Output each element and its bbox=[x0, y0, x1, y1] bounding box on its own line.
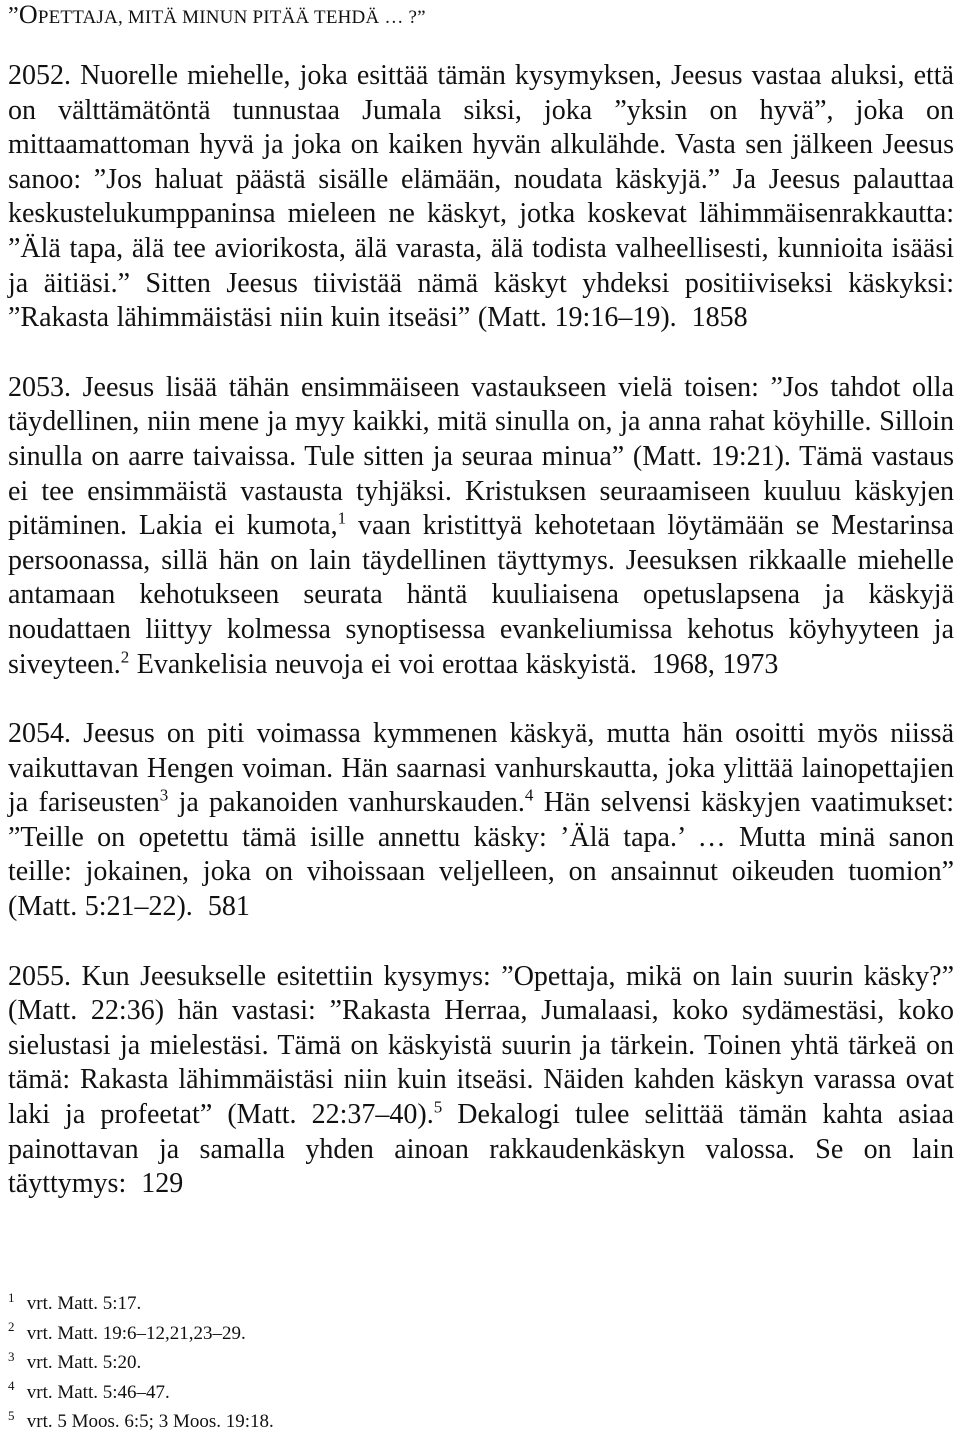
paragraph-2052 bbox=[8, 59, 954, 336]
cross-reference: 129 bbox=[126, 1168, 184, 1200]
paragraph-text: Dekalogi tulee selittää tämän kahta asiaa painottavan ja samalla yhden ainoan rakkaudenkäskyn valossa. Se on lain täyttymys: bbox=[8, 1099, 955, 1200]
footnote-1: $^1$ vrt. Matt. 5:17. bbox=[8, 1289, 142, 1314]
paragraph-2053 bbox=[8, 371, 954, 682]
paragraph-number: 2054. bbox=[8, 718, 71, 750]
paragraph-number: 2052. bbox=[8, 60, 71, 91]
paragraph-2054 bbox=[8, 717, 954, 925]
footnote-ref-2[interactable]: 2 bbox=[120, 647, 130, 667]
footnotes bbox=[8, 1289, 708, 1437]
paragraph-text: Nuorelle miehelle, joka esittää tämän kysymyksen, Jeesus vastaa aluksi, että on välttämätöntä tunnustaa Jumala siksi, joka ”yksin on hyvä”, joka on mittaamattoman hyvä ja joka on kaiken hyvän alkulähde. Vasta sen jälkeen Jeesus sanoo: ”Jos haluat päästä sisälle elämään, noudata käskyjä.” Ja Jeesus palauttaa keskustelukumppaninsa mieleen ne käskyt, jotka koskevat lähimmäisenrakkautta: ”Älä tapa, älä tee aviorikosta, älä varasta, älä todista valheellisesti, kunnioita isääsi ja äitiäsi.” Sitten Jeesus tiivistää nämä käskyt yhdeksi positiiviseksi käskyksi: ”Rakasta lähimmäistäsi niin kuin itseäsi” (Matt. 19:16–19). bbox=[8, 60, 954, 334]
document-page bbox=[8, 0, 954, 1202]
footnote-5: $^5$ vrt. 5 Moos. 6:5; 3 Moos. 19:18. bbox=[8, 1408, 274, 1433]
footnote-text: vrt. Matt. 5:20. bbox=[22, 1352, 142, 1374]
paragraph-text: vaan kristittyä kehotetaan löytämään se Mestarinsa persoonassa, sillä hän on lain täydellinen täyttymys. Jeesuksen rikkaalle miehelle antamaan kehotukseen seurata häntä kuuliaisena opetuslapsena ja käskyjä noudattaen liittyy kolmessa synoptisessa evankeliumissa kehotus köyhyyteen ja siveyteen. bbox=[8, 510, 954, 680]
footnote-2: $^2$ vrt. Matt. 19:6–12,21,23–29. bbox=[8, 1319, 246, 1344]
cross-reference: 581 bbox=[192, 891, 250, 923]
header-open-quote: ” bbox=[8, 3, 19, 29]
cross-reference: 1968, 1973 bbox=[636, 648, 779, 680]
footnote-text: vrt. Matt. 5:46–47. bbox=[22, 1381, 170, 1403]
paragraph-number: 2053. bbox=[8, 371, 71, 403]
paragraph-text: Evankelisia neuvoja ei voi erottaa käskyistä. bbox=[129, 648, 637, 680]
footnote-ref-3[interactable]: 3 bbox=[159, 785, 169, 805]
footnote-ref-5[interactable]: 5 bbox=[433, 1097, 443, 1117]
header-first-letter: O bbox=[18, 0, 38, 29]
footnote-ref-4[interactable]: 4 bbox=[524, 785, 534, 805]
cross-reference: 1858 bbox=[676, 302, 748, 334]
paragraph-text: Kun Jeesukselle esitettiin kysymys: ”Opettaja, mikä on lain suurin käsky?” (Matt. 22:36) hän vastasi: ”Rakasta Herraa, Jumalaasi, koko sydämestäsi, koko sielustasi ja mielestäsi. Tämä on käskyistä suurin ja tärkein. Toinen yhtä tärkeä on tämä: Rakasta lähimmäistäsi niin kuin itseäsi. Näiden kahden käskyn varassa ovat laki ja profeetat” (Matt. 22:37–40). bbox=[8, 960, 954, 1131]
footnote-text: vrt. 5 Moos. 6:5; 3 Moos. 19:18. bbox=[22, 1411, 274, 1433]
paragraph-number: 2055. bbox=[8, 960, 71, 992]
paragraph-text: Jeesus on piti voimassa kymmenen käskyä, mutta hän osoitti myös niissä vaikuttavan Hengen voiman. Hän saarnasi vanhurskautta, joka ylittää lainopettajien ja fariseusten bbox=[8, 718, 954, 819]
footnote-text: vrt. Matt. 19:6–12,21,23–29. bbox=[22, 1322, 246, 1344]
header-smallcaps-text: PETTAJA, MITÄ MINUN PITÄÄ TEHDÄ … ?” bbox=[37, 7, 426, 28]
footnote-3: $^3$ vrt. Matt. 5:20. bbox=[8, 1348, 142, 1374]
paragraph-2055 bbox=[8, 960, 954, 1202]
footnote-text: vrt. Matt. 5:17. bbox=[22, 1293, 142, 1314]
paragraph-text: Hän selvensi käskyjen vaatimukset: ”Teille on opetettu tämä isille annettu käsky: ’Älä tapa.’ … Mutta minä sanon teille: jokainen, joka on vihoissaan veljelleen, on ansainnut oikeuden tuomion” (Matt. 5:21–22). bbox=[8, 787, 954, 923]
paragraph-text: ja pakanoiden vanhurskauden. bbox=[168, 787, 525, 819]
footnote-ref-1[interactable]: 1 bbox=[337, 508, 347, 528]
paragraph-text: Jeesus lisää tähän ensimmäiseen vastaukseen vielä toisen: ”Jos tahdot olla täydellinen, niin mene ja myy kaikki, mitä sinulla on, ja anna rahat köyhille. Silloin sinulla on aarre taivaissa. Tule sitten ja seuraa minua” (Matt. 19:21). Tämä vastaus ei tee ensimmäistä vastausta tyhjäksi. Kristuksen seuraamiseen kuuluu käskyjen pitäminen. Lakia ei kumota, bbox=[8, 371, 954, 542]
footnote-4: $^4$ vrt. Matt. 5:46–47. bbox=[8, 1378, 170, 1403]
section-header bbox=[8, 0, 954, 33]
